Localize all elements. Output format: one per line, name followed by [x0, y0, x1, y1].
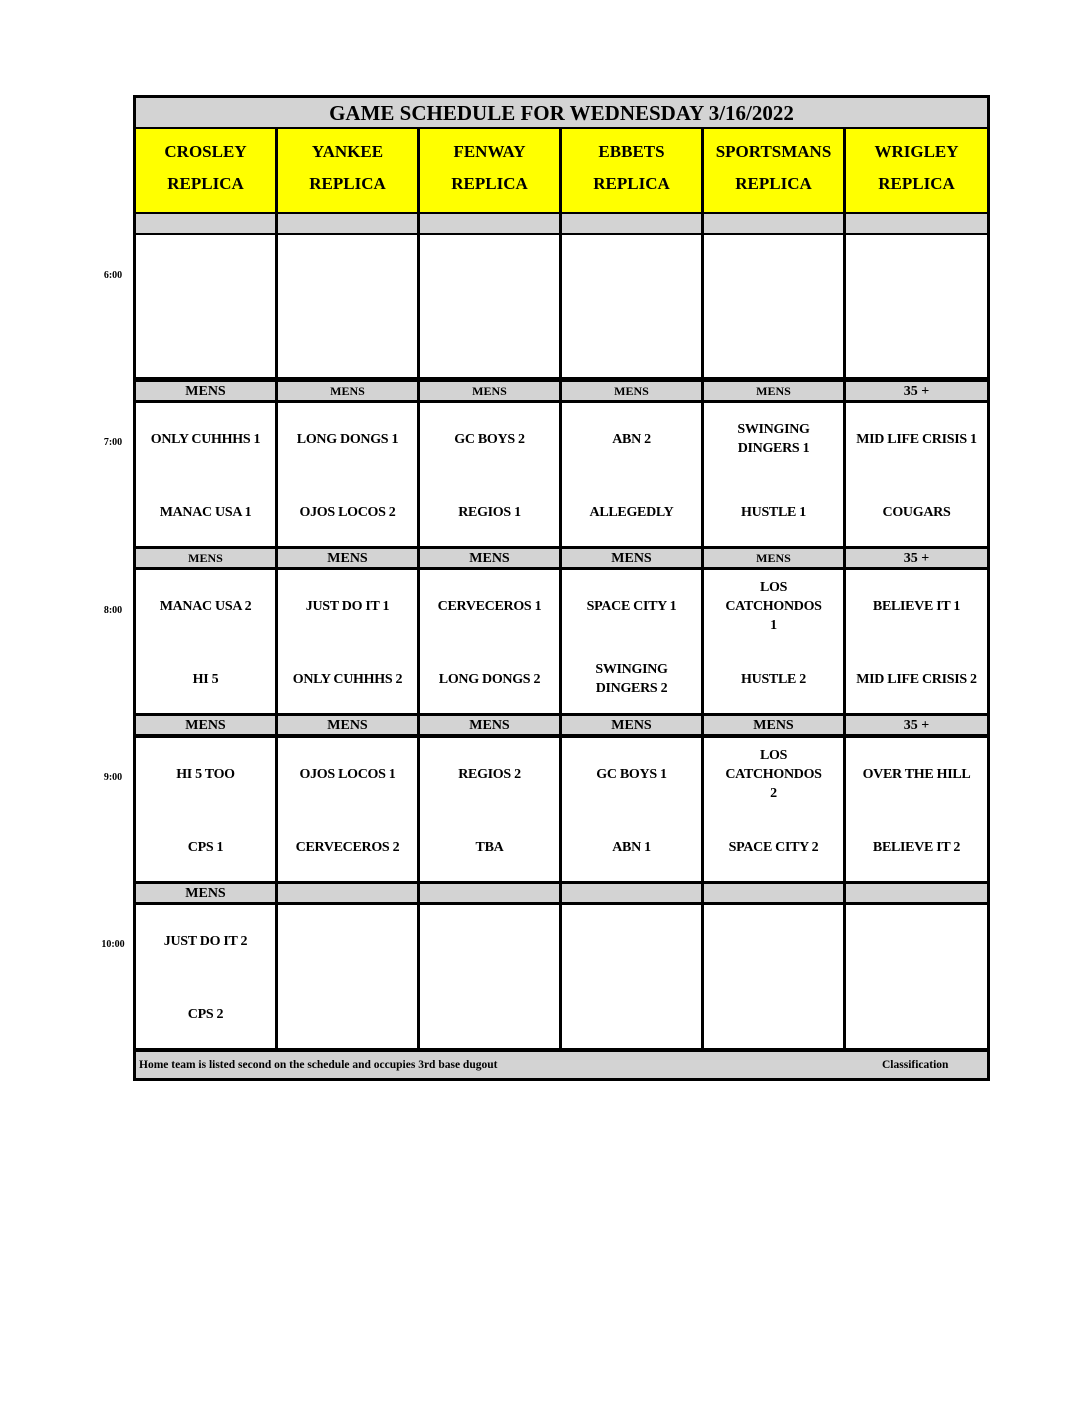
field-name: CROSLEY: [164, 142, 247, 161]
time-label: 7:00: [103, 437, 123, 448]
home-team: HUSTLE 1: [741, 504, 806, 520]
field-name: WRIGLEY: [874, 142, 959, 161]
game-slot: [846, 905, 987, 1048]
header-spacer: [136, 214, 275, 233]
classification-cell: MENS: [136, 382, 275, 400]
game-slot: [704, 905, 843, 1048]
header-spacer: [562, 214, 701, 233]
game-slot: [136, 403, 275, 546]
away-team: [136, 251, 275, 291]
away-team: LOS CATCHONDOS 2: [725, 747, 822, 801]
classification-cell: [846, 884, 987, 902]
game-slot: [136, 570, 275, 713]
classification-cell: MENS: [278, 549, 417, 567]
field-name: EBBETS: [598, 142, 665, 161]
away-team: OVER THE HILL: [862, 766, 971, 782]
game-slot: [846, 570, 987, 713]
home-team: MANAC USA 1: [159, 504, 252, 520]
home-team: [420, 324, 559, 364]
classification-cell: 35 +: [846, 716, 987, 734]
game-schedule-table: [133, 95, 990, 1081]
away-team: MID LIFE CRISIS 1: [856, 431, 977, 447]
field-header: [278, 129, 417, 212]
home-team: REGIOS 1: [458, 504, 521, 520]
away-team: [278, 251, 417, 291]
field-name: YANKEE: [311, 142, 384, 161]
away-team: LOS CATCHONDOS 1: [725, 579, 822, 633]
header-spacer: [420, 214, 559, 233]
classification-cell: [704, 884, 843, 902]
time-label: 10:00: [101, 939, 125, 950]
game-slot: [846, 738, 987, 881]
home-team: CPS 2: [187, 1006, 224, 1022]
classification-cell: [420, 884, 559, 902]
home-team-note: Home team is listed second on the schedule and occupies 3rd base dugout: [139, 1059, 498, 1071]
away-team: [562, 921, 701, 961]
home-team: [278, 324, 417, 364]
away-team: JUST DO IT 2: [163, 933, 248, 949]
away-team: [846, 251, 987, 291]
field-name: SPORTSMANS: [715, 142, 832, 161]
away-team: JUST DO IT 1: [305, 598, 390, 614]
classification-cell: MENS: [562, 382, 701, 400]
field-type: REPLICA: [735, 174, 812, 193]
away-team: [420, 251, 559, 291]
classification-cell: MENS: [278, 382, 417, 400]
home-team: [846, 324, 987, 364]
classification-label: Classification: [882, 1059, 949, 1071]
home-team: BELIEVE IT 2: [872, 839, 961, 855]
field-header: [704, 129, 843, 212]
game-slot: [420, 570, 559, 713]
game-slot: [278, 905, 417, 1048]
time-label: 9:00: [103, 772, 123, 783]
field-type: REPLICA: [309, 174, 386, 193]
away-team: HI 5 TOO: [176, 766, 235, 782]
classification-cell: MENS: [136, 716, 275, 734]
away-team: CERVECEROS 1: [437, 598, 542, 614]
home-team: [136, 324, 275, 364]
classification-cell: 35 +: [846, 382, 987, 400]
home-team: OJOS LOCOS 2: [299, 504, 396, 520]
home-team: SPACE CITY 2: [728, 839, 819, 855]
home-team: LONG DONGS 2: [438, 671, 541, 687]
classification-cell: MENS: [704, 382, 843, 400]
game-slot: [278, 570, 417, 713]
game-slot: [846, 235, 987, 377]
home-team: CPS 1: [187, 839, 224, 855]
game-slot: [136, 738, 275, 881]
game-slot: [562, 235, 701, 377]
away-team: OJOS LOCOS 1: [299, 766, 396, 782]
away-team: [278, 921, 417, 961]
game-slot: [562, 738, 701, 881]
home-team: [704, 324, 843, 364]
home-team: CERVECEROS 2: [295, 839, 400, 855]
game-slot: [562, 403, 701, 546]
home-team: ABN 1: [612, 839, 651, 855]
game-slot: [562, 570, 701, 713]
away-team: REGIOS 2: [458, 766, 521, 782]
home-team: ALLEGEDLY: [589, 504, 674, 520]
game-slot: [278, 235, 417, 377]
game-slot: [846, 403, 987, 546]
game-slot: [420, 235, 559, 377]
away-team: BELIEVE IT 1: [872, 598, 961, 614]
classification-cell: MENS: [136, 549, 275, 567]
away-team: ONLY CUHHHS 1: [150, 431, 261, 447]
field-type: REPLICA: [451, 174, 528, 193]
classification-cell: MENS: [420, 382, 559, 400]
game-slot: [420, 738, 559, 881]
away-team: SPACE CITY 1: [586, 598, 677, 614]
game-slot: [420, 905, 559, 1048]
classification-cell: MENS: [420, 549, 559, 567]
classification-cell: MENS: [704, 716, 843, 734]
away-team: GC BOYS 2: [454, 431, 525, 447]
away-team: MANAC USA 2: [159, 598, 252, 614]
home-team: COUGARS: [882, 504, 951, 520]
home-team: HI 5: [192, 671, 219, 687]
classification-cell: MENS: [420, 716, 559, 734]
classification-cell: MENS: [562, 549, 701, 567]
schedule-title: GAME SCHEDULE FOR WEDNESDAY 3/16/2022: [136, 98, 987, 127]
home-team: [846, 994, 987, 1034]
away-team: [704, 921, 843, 961]
classification-cell: MENS: [562, 716, 701, 734]
home-team: [704, 994, 843, 1034]
game-slot: [278, 738, 417, 881]
away-team: [562, 251, 701, 291]
away-team: SWINGING DINGERS 1: [737, 422, 810, 456]
home-team: HUSTLE 2: [741, 671, 806, 687]
game-slot: [704, 403, 843, 546]
header-spacer: [278, 214, 417, 233]
game-slot: [136, 905, 275, 1048]
classification-cell: [278, 884, 417, 902]
game-slot: [704, 235, 843, 377]
field-header: [846, 129, 987, 212]
classification-cell: 35 +: [846, 549, 987, 567]
classification-cell: MENS: [278, 716, 417, 734]
classification-cell: MENS: [136, 884, 275, 902]
away-team: [420, 921, 559, 961]
classification-cell: MENS: [704, 549, 843, 567]
field-type: REPLICA: [593, 174, 670, 193]
game-slot: [562, 905, 701, 1048]
away-team: [846, 921, 987, 961]
game-slot: [420, 403, 559, 546]
field-name: FENWAY: [453, 142, 526, 161]
header-spacer: [704, 214, 843, 233]
time-label: 6:00: [103, 270, 123, 281]
header-spacer: [846, 214, 987, 233]
field-header: [136, 129, 275, 212]
away-team: [704, 251, 843, 291]
home-team: MID LIFE CRISIS 2: [856, 671, 977, 687]
field-type: REPLICA: [167, 174, 244, 193]
home-team: [562, 324, 701, 364]
field-header: [562, 129, 701, 212]
game-slot: [704, 738, 843, 881]
field-header: [420, 129, 559, 212]
away-team: LONG DONGS 1: [296, 431, 399, 447]
away-team: ABN 2: [612, 431, 651, 447]
time-label: 8:00: [103, 605, 123, 616]
game-slot: [136, 235, 275, 377]
away-team: GC BOYS 1: [596, 766, 667, 782]
field-type: REPLICA: [878, 174, 955, 193]
home-team: [562, 994, 701, 1034]
game-slot: [704, 570, 843, 713]
schedule-footer: [136, 1052, 987, 1078]
classification-cell: [562, 884, 701, 902]
home-team: [420, 994, 559, 1034]
home-team: TBA: [475, 839, 504, 855]
home-team: SWINGING DINGERS 2: [595, 662, 668, 696]
home-team: [278, 994, 417, 1034]
game-slot: [278, 403, 417, 546]
home-team: ONLY CUHHHS 2: [292, 671, 403, 687]
